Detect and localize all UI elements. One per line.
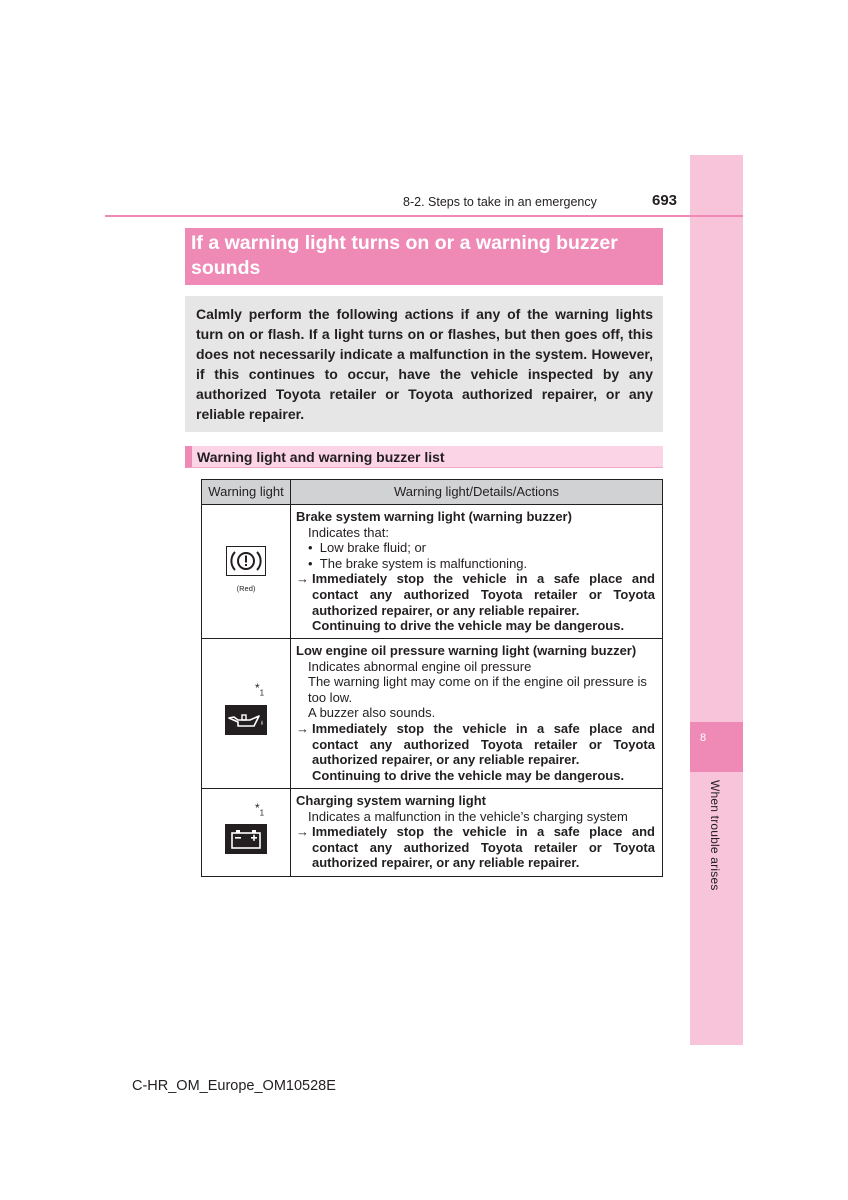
footnote-marker: $*_1$	[255, 801, 265, 818]
icon-cell	[202, 789, 291, 877]
detail-line: The warning light may come on if the engine oil pressure is too low.	[308, 674, 647, 705]
table-header-details: Warning light/Details/Actions	[291, 480, 663, 505]
warning-light-table	[201, 479, 663, 877]
chapter-tab-active[interactable]	[690, 722, 743, 772]
detail-line: Indicates that:	[308, 524, 389, 540]
arrow-icon: →	[296, 824, 309, 840]
chapter-number: 8	[700, 732, 707, 744]
icon-color-label: (Red)	[236, 584, 256, 593]
icon-cell	[202, 639, 291, 789]
table-row	[202, 789, 663, 877]
bullet-item: • The brake system is malfunctioning.	[308, 555, 528, 571]
details-cell	[291, 789, 663, 877]
subsection-title: Warning light and warning buzzer list	[197, 449, 445, 465]
intro-box	[185, 296, 663, 432]
battery-charging-icon	[225, 824, 267, 854]
action-line: → Immediately stop the vehicle in a safe place and contact any authorized Toyota retailer or Toyota authorized repairer, or any reliable repairer.	[296, 720, 655, 768]
intro-text: Calmly perform the following actions if any of the warning lights turn on or flash. If a light turns on or flashes, but then goes off, this does not necessarily indicate a malfunction in the system. However, if this continues to occur, have the vehicle inspected by any authorized Toyota retailer or Toyota authorized repairer, or any reliable repairer.	[196, 306, 653, 422]
oil-pressure-icon	[225, 705, 267, 735]
header-divider	[105, 215, 743, 217]
chapter-title: When trouble arises	[708, 780, 722, 891]
row-title: Charging system warning light	[296, 793, 486, 808]
icon-cell	[202, 505, 291, 639]
title-box	[185, 228, 663, 285]
detail-line: Indicates abnormal engine oil pressure	[308, 658, 532, 674]
section-label: 8-2. Steps to take in an emergency	[403, 195, 597, 209]
details-cell	[291, 505, 663, 639]
detail-line: Indicates a malfunction in the vehicle’s charging system	[308, 808, 628, 824]
row-title: Brake system warning light (warning buzzer)	[296, 509, 572, 524]
continuation-line: Continuing to drive the vehicle may be dangerous.	[312, 618, 625, 634]
arrow-icon: →	[296, 720, 309, 736]
arrow-icon: →	[296, 571, 309, 587]
table-header-warning-light: Warning light	[202, 480, 291, 505]
continuation-line: Continuing to drive the vehicle may be dangerous.	[312, 767, 625, 783]
action-line: → Immediately stop the vehicle in a safe place and contact any authorized Toyota retailer or Toyota authorized repairer, or any reliable repairer.	[296, 824, 655, 871]
page-number: 693	[652, 192, 678, 209]
brake-warning-icon	[226, 546, 266, 576]
footer-doc-id: C-HR_OM_Europe_OM10528E	[132, 1078, 336, 1094]
page-title: If a warning light turns on or a warning buzzer sounds	[191, 232, 618, 279]
details-cell	[291, 639, 663, 789]
table-row	[202, 505, 663, 639]
bullet-item: • Low brake fluid; or	[308, 540, 427, 556]
row-title: Low engine oil pressure warning light (warning buzzer)	[296, 643, 637, 658]
table-header-row	[202, 480, 663, 505]
chapter-side-tab	[690, 155, 743, 1045]
action-line: → Immediately stop the vehicle in a safe place and contact any authorized Toyota retailer or Toyota authorized repairer, or any reliable repairer.	[296, 571, 655, 618]
table-row	[202, 639, 663, 789]
subsection-header	[185, 446, 663, 468]
detail-line: A buzzer also sounds.	[308, 705, 436, 721]
footnote-marker: $*_1$	[255, 681, 265, 698]
